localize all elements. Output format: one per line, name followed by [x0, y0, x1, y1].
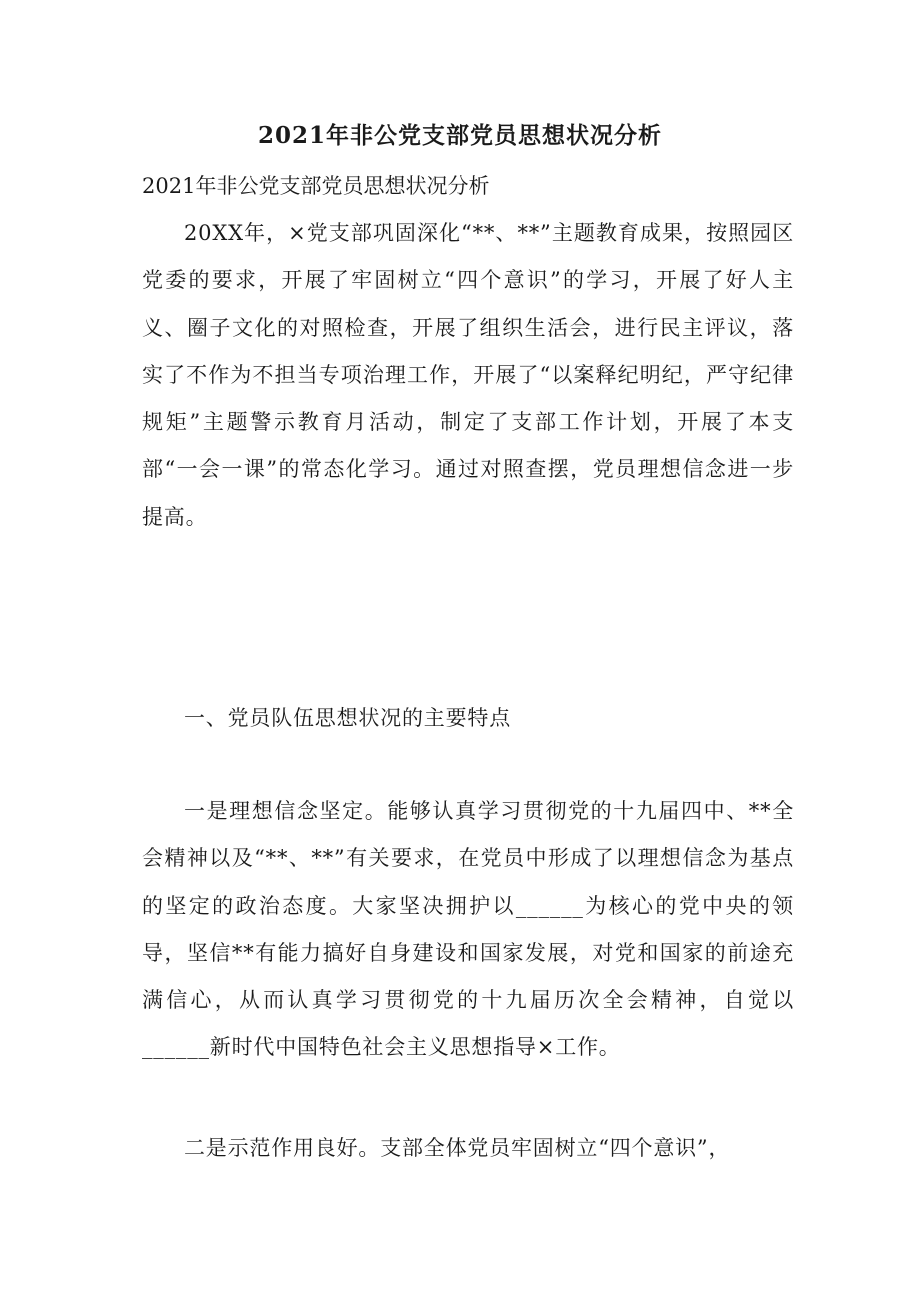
- body-paragraph-1: 一是理想信念坚定。能够认真学习贯彻党的十九届四中、**全会精神以及“**、**”有关要求，在党员中形成了以理想信念为基点的坚定的政治态度。大家坚决拥护以______为核心的党中央的领导，坚信**有能力搞好自身建设和国家发展，对党和国家的前途充满信心，从而认真学习贯彻党的十九届历次全会精神，自觉以______新时代中国特色社会主义思想指导×工作。: [142, 799, 794, 1060]
- document-subtitle: 2021年非公党支部党员思想状况分析: [142, 174, 490, 198]
- intro-paragraph: 20XX年，×党支部巩固深化“**、**”主题教育成果，按照园区党委的要求，开展了牢固树立“四个意识”的学习，开展了好人主义、圈子文化的对照检查，开展了组织生活会，进行民主评议，落实了不作为不担当专项治理工作，开展了“以案释纪明纪，严守纪律规矩”主题警示教育月活动，制定了支部工作计划，开展了本支部“一会一课”的常态化学习。通过对照查摆，党员理想信念进一步提高。: [142, 221, 794, 529]
- section-heading: 一、党员队伍思想状况的主要特点: [184, 706, 511, 730]
- document-title: 2021年非公党支部党员思想状况分析: [257, 122, 662, 149]
- body-paragraph-2: 二是示范作用良好。支部全体党员牢固树立“四个意识”，: [184, 1136, 731, 1160]
